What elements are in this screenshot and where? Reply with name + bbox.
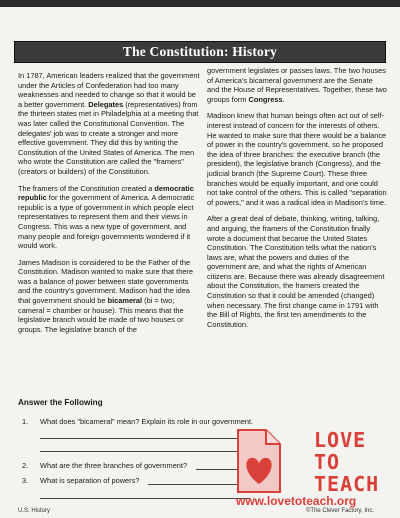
text: government legislates or passes laws. The two houses of America's bicameral government are the Senate and the House of Representatives. Together, these two groups form xyxy=(207,66,387,104)
answer-line[interactable] xyxy=(40,498,250,499)
question-text: What is separation of powers? xyxy=(40,476,140,485)
term-delegates: Delegates xyxy=(88,99,124,109)
top-edge-bar xyxy=(0,0,400,7)
text: The framers of the Constitution created a xyxy=(18,183,155,193)
logo-word-love: LOVE xyxy=(314,428,367,452)
logo-word-to: TO xyxy=(314,450,341,474)
answer-line[interactable] xyxy=(40,438,250,439)
text: . xyxy=(282,94,285,104)
text: (bi = two; cameral = chamber or house). This means that the legislative branch would be made of two houses or groups. The legislative branch of the xyxy=(18,296,184,334)
footer-left: U.S. History xyxy=(18,508,51,514)
text: In 1787, American leaders realized that the government under the Articles of Confederation had too many weaknesses and needed to change so that it would be a better government. xyxy=(18,71,200,109)
term-democratic-republic: democratic republic xyxy=(18,183,194,203)
paragraph-articles xyxy=(18,71,202,177)
right-column xyxy=(207,66,387,336)
paragraph-democratic-republic xyxy=(18,184,202,251)
paragraph-madison xyxy=(18,258,202,335)
questions-heading: Answer the Following xyxy=(18,398,103,407)
answer-line[interactable] xyxy=(40,451,250,452)
logo-url[interactable]: www.lovetoteach.org xyxy=(236,494,357,508)
question-number: 2. xyxy=(22,461,29,470)
term-bicameral: bicameral xyxy=(107,296,143,306)
paragraph-congress xyxy=(207,66,387,104)
paragraph-separation-of-powers: Madison knew that human beings often act out of self-interest instead of concern for the interests of others. He wanted to make sure that there would be a balance of power in the country's government, so he proposed the idea of three branches: the executive branch (the president), the legislative branch (Congress), and the judicial branch (the Supreme Court). These three branches would be equally important, and one could not take control of the others. This is called "separation of powers," and it was a radical idea in Madison's time. xyxy=(207,111,387,207)
question-text: What are the three branches of government? xyxy=(40,461,188,470)
page-title: The Constitution: History xyxy=(122,44,278,59)
question-number: 1. xyxy=(22,417,29,426)
text: for the government of America. A democratic republic is a type of government in which people elect representatives to represent them and their views in Congress. This was a new type of government, and many people and foreign governments wondered if it would work. xyxy=(18,193,195,251)
left-column xyxy=(18,71,202,341)
paragraph-constitution-written: After a great deal of debate, thinking, writing, talking, and arguing, the framers of the Constitution finally wrote a document that became the United States Constitution. The Constitution tells what the nation's laws are, what the powers and duties of the government are, and what the rights of American citizens are. Because there was already disagreement about the Constitution, the framers created the Constitution so that it could be amended (changed) when necessary. The first change came in 1791 with the Bill of Rights, the first ten amendments to the Constitution. xyxy=(207,214,385,329)
title-banner xyxy=(14,41,386,63)
text: James Madison is considered to be the Father of the Constitution. Madison wanted to make sure that there was a balance of power between state governments and the country's government. Madison had the idea that government should be xyxy=(18,257,194,306)
footer-right: ©The Clever Factory, Inc. xyxy=(306,508,374,514)
question-number: 3. xyxy=(22,476,29,485)
term-congress: Congress xyxy=(248,94,283,104)
logo-word-teach: TEACH xyxy=(314,472,380,496)
text: (representatives) from the thirteen states met in Philadelphia at a meeting that was later called the Constitutional Convention. The delegates' job was to create a stronger and more effective government. They did this by writing the Constitution of the United States of America. The men who wrote the Constitution are called the "framers" (creators or builders) of the Constitution. xyxy=(18,99,199,176)
question-text: What does "bicameral" mean? Explain its role in our government. xyxy=(40,417,254,426)
